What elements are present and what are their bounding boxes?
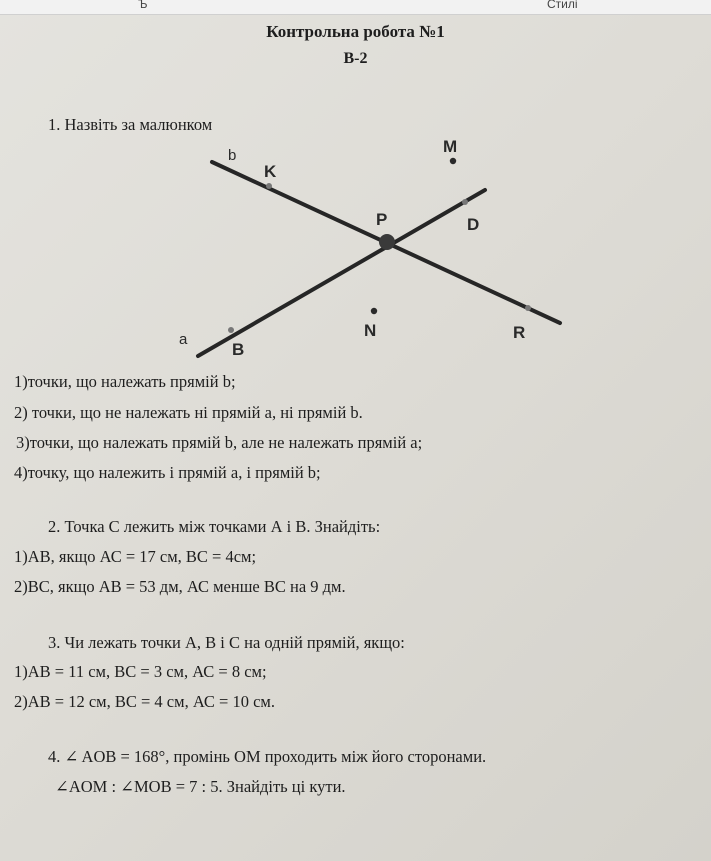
document-title: Контрольна робота №1: [266, 22, 445, 41]
point-D-dot: [462, 199, 468, 205]
word-toolbar-strip: [0, 0, 711, 15]
styles-button[interactable]: Стилі: [547, 0, 578, 11]
point-M-dot: [450, 158, 456, 164]
task4-line-1: 4. ∠ AOB = 168°, промінь ОМ проходить між його сторонами.: [48, 747, 487, 766]
task4-line-2: ∠AOM : ∠MOB = 7 : 5. Знайдіть ці кути.: [55, 777, 346, 796]
label-P: P: [376, 210, 388, 229]
task1-item-2: 2) точки, що не належать ні прямій a, ні прямій b.: [14, 403, 363, 422]
point-N-dot: [371, 308, 377, 314]
label-a: a: [179, 331, 188, 348]
point-R-dot: [525, 305, 531, 311]
task3-heading: 3. Чи лежать точки А, В і С на одній прямій, якщо:: [48, 633, 405, 652]
task1-heading: 1. Назвіть за малюнком: [48, 115, 213, 134]
point-K-dot: [266, 183, 272, 189]
label-D: D: [467, 215, 480, 234]
geometry-figure: [150, 130, 580, 370]
task1-item-1: 1)точки, що належать прямій b;: [14, 372, 236, 391]
label-N: N: [364, 321, 377, 340]
task2-heading: 2. Точка С лежить між точками А і В. Знайдіть:: [48, 517, 381, 536]
label-b: b: [228, 147, 237, 164]
line-a: [198, 190, 485, 356]
label-R: R: [513, 323, 526, 342]
toolbar-left-text: Ъ: [138, 0, 148, 11]
point-B-dot: [228, 327, 234, 333]
task1-item-4: 4)точку, що належить і прямій a, і прямій b;: [14, 463, 321, 482]
label-B: B: [232, 340, 245, 359]
label-M: M: [443, 137, 458, 156]
variant-label: В-2: [343, 50, 368, 67]
task2-item-1: 1)АВ, якщо АС = 17 см, ВС = 4см;: [14, 547, 257, 566]
task1-item-3: 3)точки, що належать прямій b, але не належать прямій a;: [16, 433, 423, 452]
label-K: K: [264, 162, 277, 181]
point-P-dot: [379, 234, 395, 250]
task3-item-2: 2)АВ = 12 см, ВС = 4 см, АС = 10 см.: [14, 692, 275, 711]
task3-item-1: 1)АВ = 11 см, ВС = 3 см, АС = 8 см;: [14, 662, 267, 681]
task2-item-2: 2)ВС, якщо АВ = 53 дм, АС менше ВС на 9 дм.: [14, 577, 346, 596]
